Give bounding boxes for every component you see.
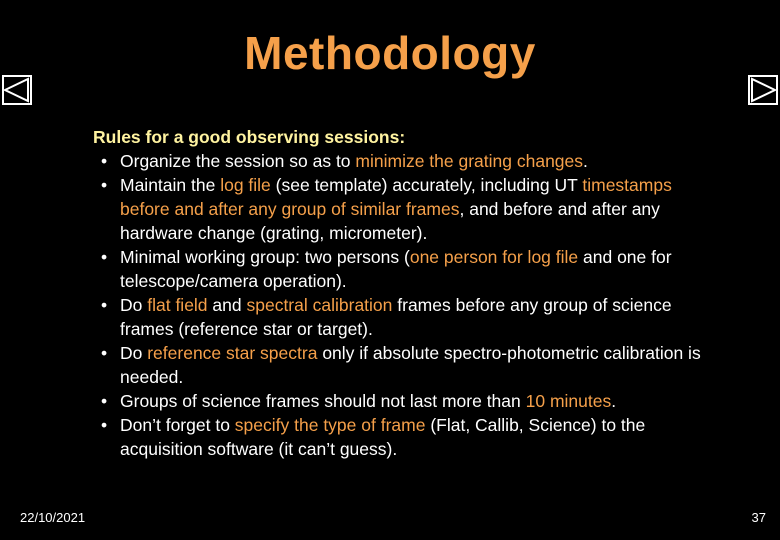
list-item — [93, 389, 703, 413]
list-item-text: Don’t forget to — [120, 415, 235, 435]
list-item-text: Minimal working group: two persons ( — [120, 247, 410, 267]
list-item-text: Do — [120, 295, 148, 315]
highlighted-text: timestamps before and after any group of similar frames — [120, 175, 672, 219]
highlighted-text: specify the type of frame — [234, 415, 426, 435]
list-item-text: . — [583, 151, 588, 171]
list-item-text: Do — [120, 343, 148, 363]
list-item-text: (Flat, Callib, Science) to the acquisition software (it can’t guess). — [120, 415, 646, 459]
highlighted-text: spectral calibration — [246, 295, 393, 315]
bullet-glyph: • — [101, 151, 108, 171]
list-item-text: and — [207, 295, 247, 315]
bullet-glyph: • — [101, 415, 108, 435]
rules-list — [93, 149, 703, 461]
page-number: 37 — [751, 510, 766, 525]
list-item-text: , and before and after any hardware change (grating, micrometer). — [120, 199, 660, 243]
next-slide-button[interactable] — [748, 75, 778, 105]
list-item — [93, 341, 703, 389]
highlighted-text: flat field — [147, 295, 208, 315]
list-item-text: Groups of science frames should not last more than — [120, 391, 526, 411]
slide-title: Methodology — [244, 27, 536, 79]
bullet-glyph: • — [101, 295, 108, 315]
list-item-text: . — [611, 391, 617, 411]
footer-date: 22/10/2021 — [20, 510, 86, 525]
list-item-text: only if absolute spectro-photometric calibration is needed. — [120, 343, 701, 387]
list-item-text: and one for telescope/camera operation). — [120, 247, 672, 291]
previous-slide-icon — [2, 75, 32, 105]
list-item-text: (see template) accurately, including UT — [270, 175, 583, 195]
list-item-text: Maintain the — [120, 175, 221, 195]
bullet-glyph: • — [101, 247, 108, 267]
list-item-text: frames before any group of science frames (reference star or target). — [120, 295, 672, 339]
bullet-glyph: • — [101, 391, 108, 411]
highlighted-text: 10 minutes — [525, 391, 612, 411]
list-item — [93, 173, 703, 245]
list-item — [93, 413, 703, 461]
bullet-glyph: • — [101, 343, 108, 363]
bullet-glyph: • — [101, 175, 108, 195]
list-item — [93, 293, 703, 341]
next-slide-icon — [748, 75, 778, 105]
highlighted-text: log file — [220, 175, 271, 195]
slide-body — [93, 125, 703, 461]
highlighted-text: one person for log file — [409, 247, 579, 267]
highlighted-text: minimize the grating changes — [355, 151, 584, 171]
previous-slide-button[interactable] — [2, 75, 32, 105]
list-item-text: Organize the session so as to — [120, 151, 356, 171]
rules-heading: Rules for a good observing sessions: — [93, 127, 406, 147]
list-item — [93, 149, 703, 173]
list-item — [93, 245, 703, 293]
highlighted-text: reference star spectra — [147, 343, 318, 363]
